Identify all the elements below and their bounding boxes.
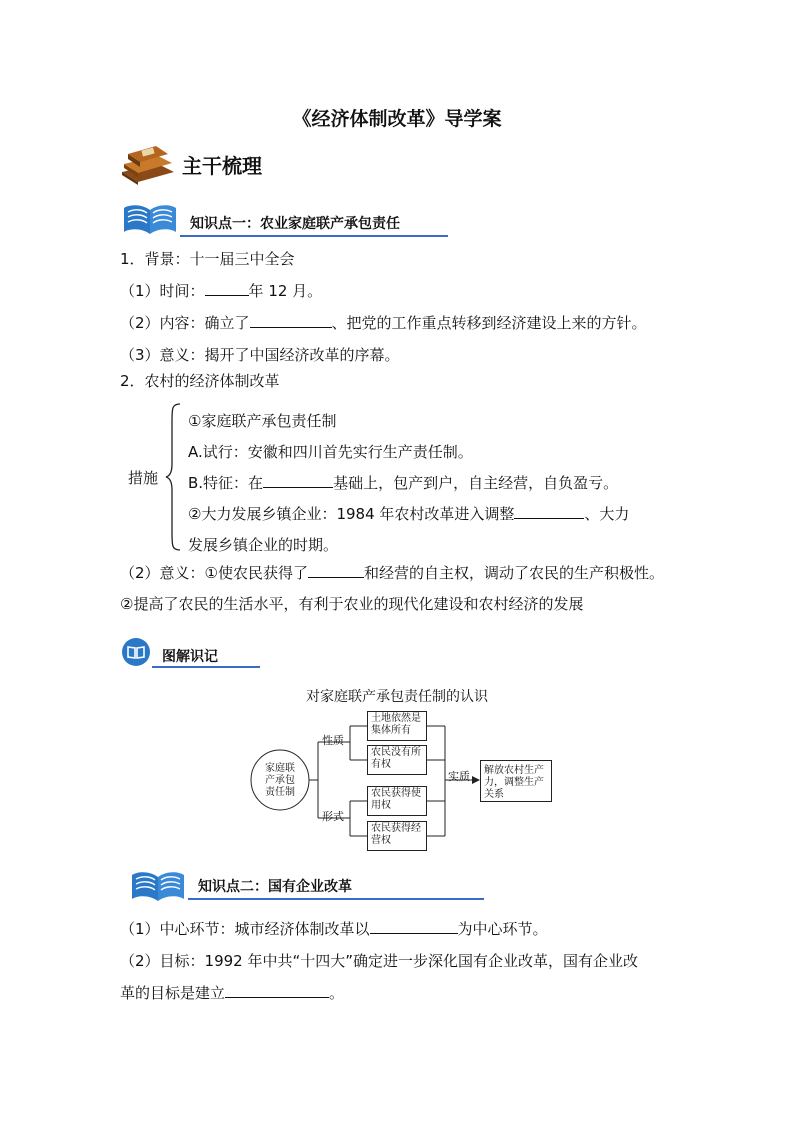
kp1-title: 知识点一：农业家庭联产承包责任 <box>190 216 400 232</box>
open-book-icon-2 <box>130 867 186 907</box>
content-line <box>120 312 647 333</box>
kp2-line-1 <box>120 918 548 939</box>
blank-rural-meaning[interactable] <box>308 562 364 578</box>
label-nature: 性质 <box>322 734 344 747</box>
label-essence: 实质 <box>448 770 470 783</box>
time-label: （1）时间： <box>120 282 205 300</box>
rural-heading: 2．农村的经济体制改革 <box>120 372 280 390</box>
kp2-underline <box>188 898 484 900</box>
node-usage-right: 农民获得使用权 <box>367 786 427 816</box>
document-title: 《经济体制改革》导学案 <box>292 108 502 130</box>
content-label: （2）内容：确立了 <box>120 314 250 332</box>
rural-meaning-label: （2）意义：①使农民获得了 <box>120 564 308 582</box>
kp2-line-2: （2）目标：1992 年中共“十四大”确定进一步深化国有企业改革，国有企业改 <box>120 952 639 970</box>
township-suffix: 、大力 <box>584 505 630 523</box>
open-book-icon <box>122 200 178 240</box>
node-operation-right: 农民获得经营权 <box>367 821 427 851</box>
kp2-title: 知识点二：国有企业改革 <box>198 879 352 895</box>
meaning-line: （3）意义：揭开了中国经济改革的序幕。 <box>120 346 400 364</box>
books-icon <box>118 142 178 190</box>
measure-trial: A.试行：安徽和四川首先实行生产责任制。 <box>188 443 473 461</box>
time-line <box>120 280 322 301</box>
background-heading: 1．背景：十一届三中全会 <box>120 250 295 268</box>
blank-township[interactable] <box>514 503 584 519</box>
section-title-main: 主干梳理 <box>182 154 262 178</box>
book-circle-icon <box>121 637 151 671</box>
blank-center-link[interactable] <box>370 918 458 934</box>
township-label: ②大力发展乡镇企业：1984 年农村改革进入调整 <box>188 505 515 523</box>
kp2-line-3 <box>120 982 344 1003</box>
label-form: 形式 <box>322 810 344 823</box>
goal-label: 革的目标是建立 <box>120 984 226 1002</box>
feature-label: B.特征：在 <box>188 474 264 492</box>
rural-meaning-2: ②提高了农民的生活水平，有利于农业的现代化建设和农村经济的发展 <box>120 595 584 613</box>
diagram-title: 对家庭联产承包责任制的认识 <box>306 689 488 705</box>
center-link-suffix: 为中心环节。 <box>457 920 548 938</box>
feature-suffix: 基础上，包产到户，自主经营，自负盈亏。 <box>333 474 619 492</box>
curly-brace <box>164 402 182 556</box>
measure-feature <box>188 472 618 493</box>
rural-meaning-suffix: 和经营的自主权，调动了农民的生产积极性。 <box>364 564 665 582</box>
goal-suffix: 。 <box>329 984 345 1002</box>
measures-label: 措施 <box>128 469 159 487</box>
measure-1: ①家庭联产承包责任制 <box>188 412 337 430</box>
time-suffix: 年 12 月。 <box>248 282 323 300</box>
measure-township-cont: 发展乡镇企业的时期。 <box>188 536 339 554</box>
kp1-underline <box>180 235 448 237</box>
blank-time[interactable] <box>205 280 249 296</box>
diagram-underline <box>152 666 260 668</box>
blank-feature[interactable] <box>263 472 333 488</box>
measure-township <box>188 503 629 524</box>
node-no-ownership: 农民没有所有权 <box>367 745 427 775</box>
diagram-section-title: 图解识记 <box>162 649 218 665</box>
node-result: 解放农村生产力，调整生产关系 <box>480 760 552 802</box>
center-node-label: 家庭联产承包责任制 <box>265 763 295 798</box>
blank-goal[interactable] <box>225 982 329 998</box>
content-suffix: 、把党的工作重点转移到经济建设上来的方针。 <box>331 314 647 332</box>
center-link-label: （1）中心环节：城市经济体制改革以 <box>120 920 370 938</box>
rural-meaning-1 <box>120 562 664 583</box>
node-land-collective: 土地依然是集体所有 <box>367 711 427 741</box>
blank-content[interactable] <box>250 312 332 328</box>
